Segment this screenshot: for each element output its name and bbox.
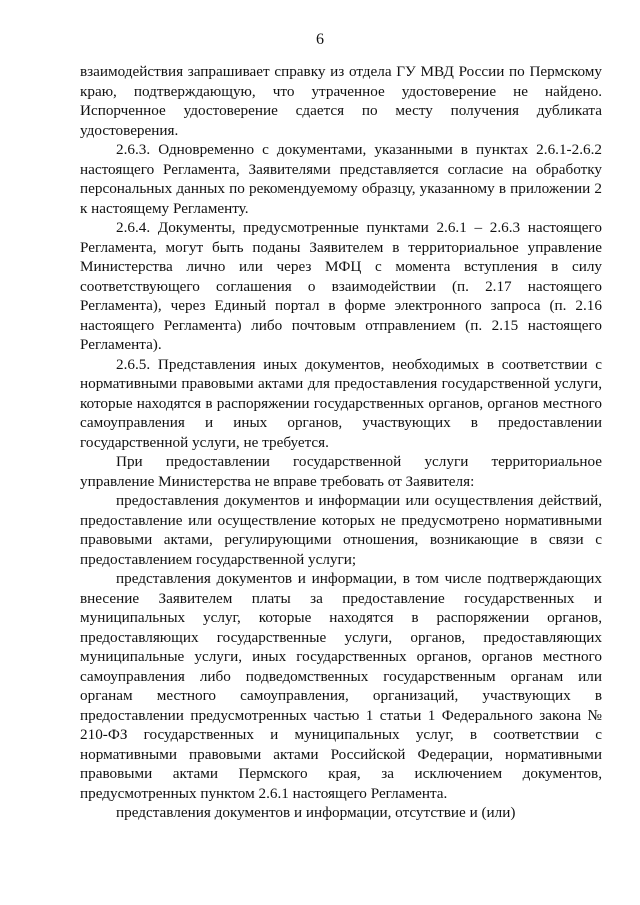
paragraph-prohibition-3: представления документов и информации, отсутствие и (или) [116, 804, 516, 821]
page-number: 6 [316, 31, 324, 48]
paragraph-2-6-3: 2.6.3. Одновременно с документами, указанными в пунктах 2.6.1-2.6.2 настоящего Регламента, Заявителями представляется согласие на обработку персональных данных по рекомендуемому образцу, указанному в приложении 2 к настоящему Регламенту. [80, 141, 602, 217]
paragraph-2-6-4: 2.6.4. Документы, предусмотренные пунктами 2.6.1 – 2.6.3 настоящего Регламента, могут быть поданы Заявителем в территориальное управление Министерства лично или через МФЦ с момента вступления в силу соответствующего соглашения о взаимодействии (п. 2.17 настоящего Регламента), через Единый портал в форме электронного запроса (п. 2.16 настоящего Регламента) либо почтовым отправлением (п. 2.15 настоящего Регламента). [80, 219, 602, 353]
paragraph-continuation: взаимодействия запрашивает справку из отдела ГУ МВД России по Пермскому краю, подтверждающую, что утраченное удостоверение не найдено. Испорченное удостоверение сдается по месту получения дубликата удостоверения. [80, 63, 602, 139]
paragraph-prohibition-1: предоставления документов и информации или осуществления действий, предоставление или осуществление которых не предусмотрено нормативными правовыми актами, регулирующими отношения, возникающие в связи с предоставлением государственной услуги; [80, 492, 602, 568]
paragraph-prohibitions-intro: При предоставлении государственной услуги территориальное управление Министерства не вправе требовать от Заявителя: [80, 453, 602, 490]
paragraph-prohibition-2: представления документов и информации, в том числе подтверждающих внесение Заявителем платы за предоставление государственных и муниципальных услуг, которые находятся в распоряжении органов, предоставляющих государственные услуги, органов, предоставляющих муниципальные услуги, иных государственных органов, органов местного самоуправления либо подведомственных государственным органам или органам местного самоуправления, организаций, участвующих в предоставлении предусмотренных частью 1 статьи 1 Федерального закона № 210-ФЗ государственных и муниципальных услуг, в соответствии с нормативными правовыми актами Российской Федерации, нормативными правовыми актами Пермского края, за исключением документов, предусмотренных пунктом 2.6.1 настоящего Регламента. [80, 570, 602, 802]
document-body [80, 62, 602, 823]
paragraph-2-6-5: 2.6.5. Представления иных документов, необходимых в соответствии с нормативными правовыми актами для предоставления государственной услуги, которые находятся в распоряжении государственных органов, органов местного самоуправления и иных органов, участвующих в предоставлении государственной услуги, не требуется. [80, 355, 602, 451]
